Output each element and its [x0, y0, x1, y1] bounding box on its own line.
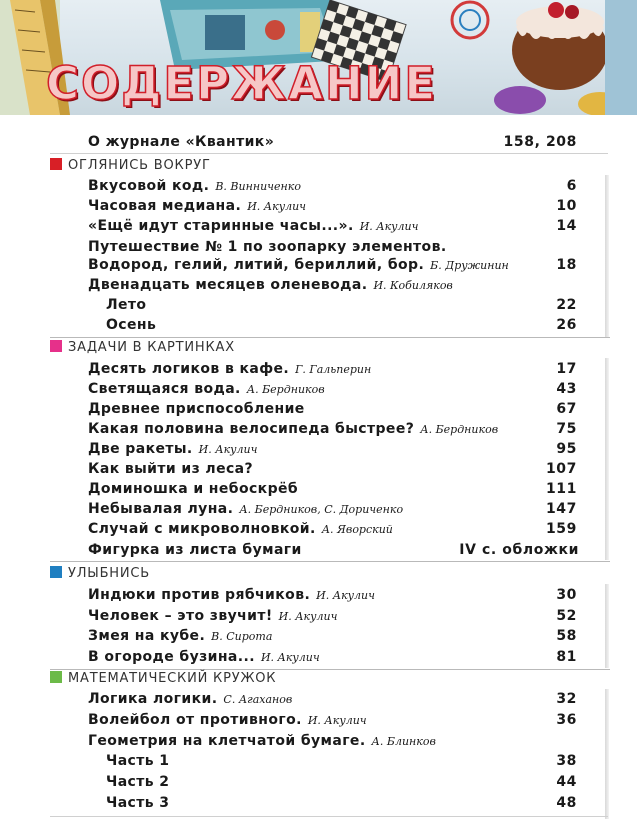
item-title: О журнале «Квантик» [88, 134, 275, 150]
toc-item[interactable]: «Ещё идут старинные часы...». И. Акулич 14 [88, 218, 577, 234]
toc-item[interactable]: Светящаяся вода. А. Бердников 43 [88, 381, 577, 397]
toc-item[interactable]: Небывалая луна. А. Бердников, С. Дориченко 147 [88, 501, 577, 517]
toc-item[interactable]: Змея на кубе. В. Сирота 58 [88, 628, 577, 644]
divider [50, 561, 610, 562]
toc-item[interactable]: Волейбол от противного. И. Акулич 36 [88, 712, 577, 728]
section-shadow [605, 689, 609, 819]
toc-subitem[interactable]: Часть 1 38 [106, 753, 577, 769]
toc-subitem[interactable]: Часть 3 48 [106, 795, 577, 811]
toc-subitem[interactable]: Осень 26 [106, 317, 577, 333]
header-banner [0, 0, 637, 115]
toc-item[interactable]: Геометрия на клетчатой бумаге. А. Блинков [88, 733, 436, 749]
toc-item[interactable]: Случай с микроволновкой. А. Яворский 159 [88, 521, 577, 537]
toc-item[interactable]: Вкусовой код. В. Винниченко 6 [88, 178, 577, 194]
toc-item[interactable]: Водород, гелий, литий, бериллий, бор. Б. Дружинин 18 [88, 257, 577, 273]
toc-item[interactable]: Как выйти из леса? 107 [88, 461, 577, 477]
toc-item[interactable]: Двенадцать месяцев оленевода. И. Кобиляков [88, 277, 453, 293]
green-square-icon [50, 671, 62, 683]
toc-item[interactable]: Индюки против рябчиков. И. Акулич 30 [88, 587, 577, 603]
pink-square-icon [50, 340, 62, 352]
section-shadow [605, 584, 609, 668]
toc-item[interactable]: Две ракеты. И. Акулич 95 [88, 441, 577, 457]
toc-item-intro[interactable] [88, 132, 577, 152]
section-shadow [605, 175, 609, 337]
red-square-icon [50, 158, 62, 170]
section-heading-look-around: ОГЛЯНИСЬ ВОКРУГ [50, 156, 610, 176]
toc-item[interactable]: Фигурка из листа бумаги IV с. обложки [88, 542, 579, 558]
toc-item[interactable]: Человек – это звучит! И. Акулич 52 [88, 608, 577, 624]
toc-item[interactable]: Путешествие № 1 по зоопарку элементов. [88, 239, 447, 255]
item-pages: 158, 208 [503, 134, 577, 150]
section-heading-math-circle: МАТЕМАТИЧЕСКИЙ КРУЖОК [50, 669, 610, 689]
toc-item[interactable]: Какая половина велосипеда быстрее? А. Бердников 75 [88, 421, 577, 437]
divider [50, 816, 608, 817]
toc-item[interactable]: Часовая медиана. И. Акулич 10 [88, 198, 577, 214]
toc-item[interactable]: Десять логиков в кафе. Г. Гальперин 17 [88, 361, 577, 377]
divider [50, 153, 608, 154]
toc-item[interactable]: Логика логики. С. Агаханов 32 [88, 691, 577, 707]
section-shadow [605, 358, 609, 560]
toc-item[interactable]: Древнее приспособление 67 [88, 401, 577, 417]
blue-square-icon [50, 566, 62, 578]
toc-subitem[interactable]: Часть 2 44 [106, 774, 577, 790]
section-heading-smile: УЛЫБНИСЬ [50, 564, 610, 584]
toc-subitem[interactable]: Лето 22 [106, 297, 577, 313]
section-heading-picture-problems: ЗАДАЧИ В КАРТИНКАХ [50, 338, 610, 358]
toc-item[interactable]: В огороде бузина... И. Акулич 81 [88, 649, 577, 665]
toc-item[interactable]: Доминошка и небоскрёб 111 [88, 481, 577, 497]
page-title: СОДЕРЖАНИЕ [46, 57, 438, 110]
